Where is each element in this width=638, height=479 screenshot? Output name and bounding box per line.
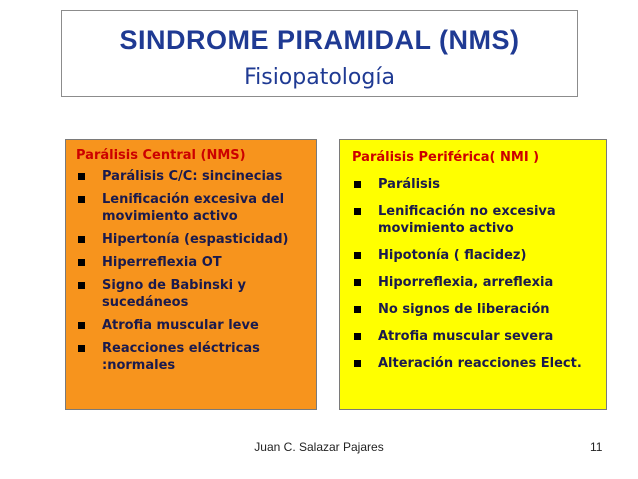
list-item (76, 340, 310, 374)
central-paralysis-heading: Parálisis Central (NMS) (76, 148, 246, 163)
list-item (352, 355, 600, 372)
list-item-text: Hiperreflexia OT (102, 255, 222, 270)
bullet-icon (354, 333, 361, 340)
bullet-icon (78, 236, 85, 243)
list-item-text: Signo de Babinski y sucedáneos (102, 278, 247, 310)
list-item-text: Hiporreflexia, arreflexia (378, 275, 554, 290)
bullet-icon (354, 360, 361, 367)
list-item (76, 254, 310, 271)
bullet-icon (354, 252, 361, 259)
list-item-text: Hipertonía (espasticidad) (102, 232, 289, 247)
list-item-text: Lenificación excesiva del movimiento activo (102, 192, 285, 224)
footer-author: Juan C. Salazar Pajares (254, 440, 384, 454)
list-item-text: Reacciones eléctricas :normales (102, 341, 260, 373)
list-item (352, 274, 600, 291)
peripheral-paralysis-panel (339, 139, 607, 410)
title-box (61, 10, 578, 97)
bullet-icon (78, 196, 85, 203)
list-item (352, 176, 600, 193)
list-item-text: Alteración reacciones Elect. (378, 356, 582, 371)
list-item (76, 277, 310, 311)
list-item (352, 203, 600, 237)
list-item (352, 301, 600, 318)
list-item-text: Lenificación no excesiva movimiento activo (378, 204, 556, 236)
list-item-text: Atrofia muscular leve (102, 318, 259, 333)
list-item (76, 231, 310, 248)
list-item (76, 168, 310, 185)
list-item-text: Parálisis C/C: sincinecias (102, 169, 283, 184)
bullet-icon (78, 282, 85, 289)
list-item (352, 328, 600, 345)
slide-title: SINDROME PIRAMIDAL (NMS) (119, 25, 520, 55)
bullet-icon (354, 208, 361, 215)
list-item-text: No signos de liberación (378, 302, 550, 317)
bullet-icon (78, 173, 85, 180)
list-item-text: Parálisis (378, 177, 440, 192)
list-item-text: Hipotonía ( flacidez) (378, 248, 527, 263)
bullet-icon (354, 181, 361, 188)
bullet-icon (78, 345, 85, 352)
bullet-icon (354, 279, 361, 286)
list-item (352, 247, 600, 264)
bullet-icon (78, 259, 85, 266)
page-number: 11 (590, 440, 603, 454)
slide-subtitle: Fisiopatología (244, 65, 395, 90)
central-paralysis-list (76, 168, 310, 380)
bullet-icon (354, 306, 361, 313)
list-item (76, 191, 310, 225)
list-item-text: Atrofia muscular severa (378, 329, 554, 344)
bullet-icon (78, 322, 85, 329)
peripheral-paralysis-list (352, 176, 600, 382)
list-item (76, 317, 310, 334)
peripheral-paralysis-heading: Parálisis Periférica( NMI ) (352, 150, 540, 165)
central-paralysis-panel (65, 139, 317, 410)
